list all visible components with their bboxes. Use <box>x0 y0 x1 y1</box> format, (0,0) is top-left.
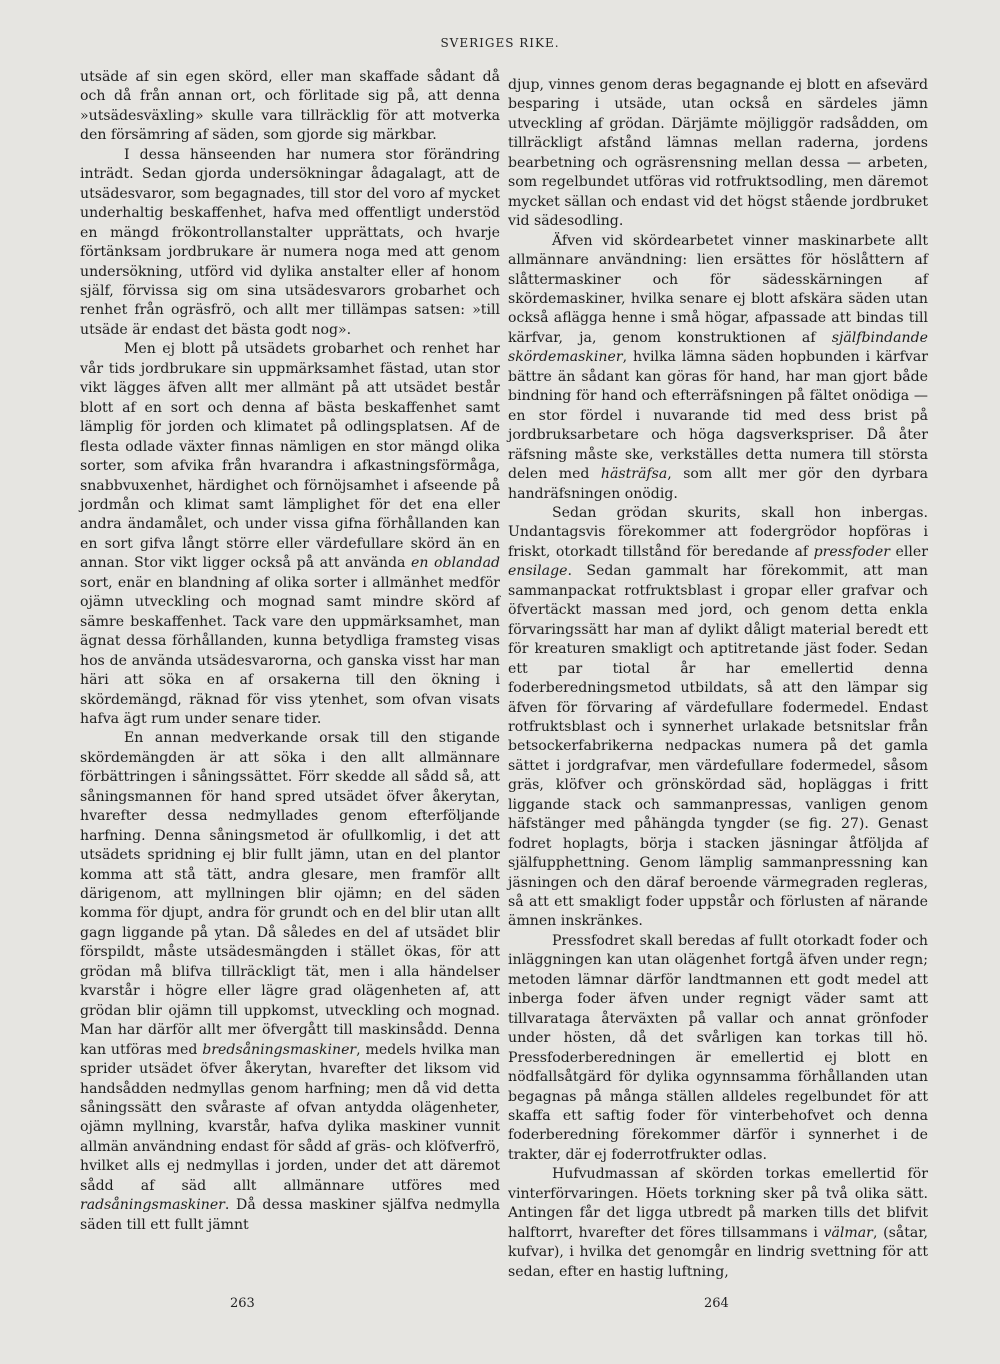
left-paragraph-2: I dessa hänseenden har numera stor förändring inträdt. Sedan gjorda undersökningar ådagalagt, att de utsädesvaror, som begagnades, till stor del voro af mycket underhaltig beskaffenhet, hafva med offentligt understöd en mängd frökontrollanstalter upprättats, och hvarje förtänksam jordbrukare är numera noga med att genom undersökning, utförd vid dylika anstalter eller af honom själf, förvissa sig om sina utsädesvarors grobarhet och renhet från ogräsfrö, och allt mer tillämpas satsen: »till utsäde är endast det bästa godt nog». <box>80 146 500 338</box>
left-column <box>80 68 500 1235</box>
right-paragraph-4: Pressfodret skall beredas af fullt otorkadt foder och inläggningen kan utan olägenhet fortgå äfven under regn; metoden lämnar därför landtmannen ett godt medel att inberga foder äfven under regnigt väder samt att tillvarataga återväxten på vallar och annat grönfoder under hösten, då det svårligen kan torkas till hö. Pressfoderberedningen är emellertid ej blott en nödfallsåtgärd för dylika ogynnsamma förhållanden utan begagnas på många ställen alldeles regelbundet för att skaffa ett saftig foder för vinterbehofvet och denna foderberedning förekommer därför i synnerhet i de trakter, där ej foderrotfrukter odlas. <box>508 932 928 1163</box>
running-head: SVERIGES RIKE. <box>440 36 560 50</box>
right-paragraph-5: Hufvudmassan af skörden torkas emellertid för vinterförvaringen. Höets torkning sker på två olika sätt. Antingen får det ligga utbredt på marken tills det blifvit halftorrt, hvarefter det föres tillsammans i välmar, (såtar, kufvar), i hvilka det genomgår en lindrig svettning för att sedan, efter en hastig luftning, <box>508 1166 928 1280</box>
page-number-left: 263 <box>230 1296 255 1311</box>
page-number-right: 264 <box>704 1296 729 1311</box>
right-paragraph-3: Sedan grödan skurits, skall hon inbergas. Undantagsvis förekommer att fodergrödor hopföras i friskt, otorkadt tillstånd för beredande af pressfoder eller ensilage. Sedan gammalt har förekommit, att man sammanpackat rotfruktsblast i gropar eller grafvar och öfvertäckt massan med jord, och genom detta enkla förvaringssätt har man af dylikt dåligt material beredt ett för kreaturen smakligt och aptitretande jäst foder. Sedan ett par tiotal år har emellertid denna foderberedningsmetod utbildats, så att den lämpar sig äfven för förvaring af värdefullare fodermedel. Endast rotfruktsblast och i synnerhet urlakade betsnitslar från betsockerfabrikerna nedpackas numera på det gamla sättet i jordgrafvar, men värdefullare fodermedel, såsom gräs, klöfver och grönskördad säd, hopläggas i fritt liggande stack och sammanpressas, vanligen genom häfstänger med påhängda tyngder (se fig. 27). Genast fodret hoplagts, börja i stacken jäsningar åtföljda af själfupphettning. Genom lämplig sammanpressning kan jäsningen och den däraf beroende värmegraden regleras, så att ett smakligt foder uppstår och förlusten af närande ämnen inskränkes. <box>508 504 928 930</box>
right-paragraph-2: Äfven vid skördearbetet vinner maskinarbete allt allmännare användning: lien ersättes för höslåttern af slåttermaskiner och för sädesskärningen af skördemaskiner, hvilka senare ej blott afskära säden utan också aflägga henne i små högar, afpassade att bindas till kärfvar, ja, genom konstruktionen af själfbindande skördemaskiner, hvilka lämna säden hopbunden i kärfvar bättre än sådant kan göras för hand, har man gjort både bindning för hand och efterräfsningen på fältet onödiga — en stor fördel i nuvarande tid med dess brist på jordbruksarbetare och höga dagsverkspriser. Då åter räfsning måste ske, verkställes detta numera till största delen med hästräfsa, som allt mer gör den dyrbara handräfsningen onödig. <box>508 232 928 502</box>
left-paragraph-3: Men ej blott på utsädets grobarhet och renhet har vår tids jordbrukare sin uppmärksamhet fästad, utan stor vikt lägges äfven allt mer allmänt på att utsädet består blott af en sort och denna af bästa beskaffenhet samt lämplig för jorden och klimatet på odlingsplatsen. Af de flesta odlade växter finnas nämligen en stor mängd olika sorter, som afvika från hvarandra i afkastningsförmåga, snabbvuxenhet, härdighet och förnöjsamhet i afseende på jordmån och klimat samt lämplighet för det ena eller andra ändamålet, och under vissa gifna förhållanden kan en sort gifva långt större eller värdefullare skörd än en annan. Stor vikt ligger också på att använda en oblandad sort, enär en blandning af olika sorter i allmänhet medför ojämn utveckling och mognad samt mindre skörd af sämre beskaffenhet. Tack vare den uppmärksamhet, man ägnat dessa förhållanden, kunna betydliga framsteg visas hos de använda utsädesvarorna, och ganska visst har man häri att söka en af orsakerna till den ökning i skördemängd, räknad för viss ytenhet, som ofvan visats hafva ägt rum under senare tider. <box>80 341 500 727</box>
right-column <box>508 76 928 1282</box>
left-paragraph-1: utsäde af sin egen skörd, eller man skaffade sådant då och då från annan ort, och förlitade sig på, att denna »utsädesväxling» skulle vara tillräcklig för att motverka den försämring af säden, som gjorde sig märkbar. <box>80 69 500 144</box>
right-paragraph-1: djup, vinnes genom deras begagnande ej blott en afsevärd besparing i utsäde, utan också en särdeles jämn utveckling af grödan. Därjämte möjliggör radsådden, om tillräckligt afstånd lämnas mellan raderna, jordens bearbetning och ogräsrensning mellan dessa — arbeten, som regelbundet utföras vid rotfruktsodling, men däremot mycket sällan och endast vid det högst stående jordbruket vid sädesodling. <box>508 77 928 230</box>
left-paragraph-4: En annan medverkande orsak till den stigande skördemängden är att söka i den allt allmännare förbättringen i såningssättet. Förr skedde all sådd så, att såningsmannen för hand spred utsädet öfver åkerytan, hvarefter dessa nedmyllades genom efterföljande harfning. Denna såningsmetod är ofullkomlig, i det att utsädets spridning ej blir fullt jämn, utan en del plantor komma att stå tätt, andra glesare, men framför allt därigenom, att myllningen blir ojämn; en del säden komma för djupt, andra för grundt och en del blir utan allt gagn liggande på ytan. Då således en del af utsädet blir förspildt, måste utsädesmängden i stället ökas, för att grödan må blifva tillräckligt tät, men i alla händelser kvarstår i högre eller lägre grad olägenheten af, att grödan blir ojämn till uppkomst, utveckling och mognad. Man har därför allt mer öfvergått till maskinsådd. Denna kan utföras med bredsåningsmaskiner, medels hvilka man sprider utsädet öfver åkerytan, hvarefter det liksom vid handsådden nedmyllas genom harfning; men då vid detta såningssätt den svåraste af ofvan antydda olägenheter, ojämn myllning, kvarstår, hafva dylika maskiner vunnit allmän användning endast för sådd af gräs- och klöfverfrö, hvilket alls ej nedmyllas i jorden, under det att däremot sådd af säd allt allmännare utföres med radsåningsmaskiner. Då dessa maskiner själfva nedmylla säden till ett fullt jämnt <box>80 730 500 1233</box>
